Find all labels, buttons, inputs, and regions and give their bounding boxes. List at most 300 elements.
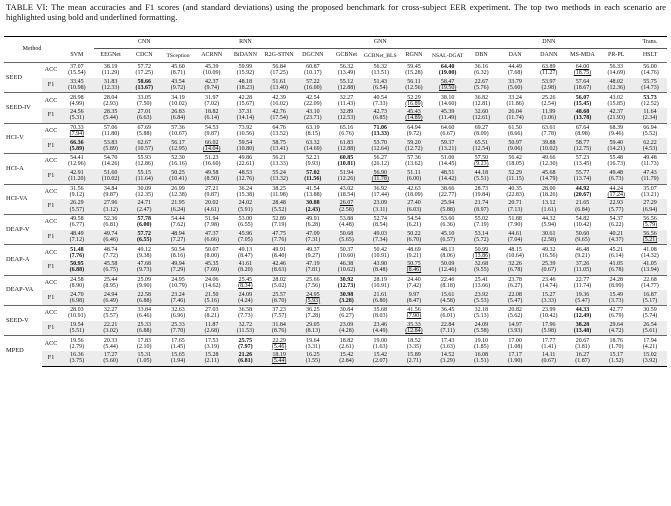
cell-mean: 48.13 (440, 246, 455, 253)
cell-std: (10.56) (236, 131, 255, 138)
cell-std: (3.11) (373, 206, 388, 213)
table-cell (161, 336, 195, 351)
table-row (4, 245, 667, 260)
cell-mean: 25.94 (440, 200, 455, 207)
table-cell (498, 321, 532, 336)
cell-std: (6.00) (406, 176, 422, 183)
cell-std: (7.19) (474, 222, 489, 229)
cell-mean: 44.24 (609, 185, 623, 192)
cell-mean: 14.52 (440, 352, 455, 359)
cell-std: (7.62) (170, 222, 186, 229)
cell-std: (18.26) (540, 191, 558, 198)
table-cell (633, 275, 667, 290)
cell-std: (6.63) (137, 115, 152, 122)
cell-mean: 25.26 (542, 94, 556, 101)
table-cell (633, 184, 667, 199)
cell-mean: 50.60 (575, 230, 590, 237)
cell-std: (1.90) (507, 358, 523, 365)
cell-mean: 49.58 (70, 216, 84, 223)
table-cell (94, 275, 128, 290)
cell-mean: 55.77 (575, 170, 590, 177)
cell-mean: 30.61 (542, 230, 556, 237)
cell-std: (17.25) (135, 70, 154, 77)
cell-std: (3.75) (69, 358, 85, 365)
cell-std: (8.15) (305, 131, 321, 138)
table-cell (330, 123, 364, 138)
cell-std: (10.64) (506, 252, 524, 259)
cell-mean: 11.99 (542, 109, 556, 116)
table-cell (465, 336, 499, 351)
cell-mean: 15.27 (542, 291, 556, 298)
cell-mean: 48.15 (508, 246, 522, 253)
table-cell (60, 138, 94, 153)
cell-std: (6.27) (507, 282, 523, 289)
table-cell (262, 351, 296, 366)
table-cell (599, 184, 633, 199)
cell-mean: 24.56 (70, 109, 84, 116)
table-cell (397, 306, 431, 321)
table-cell (633, 93, 667, 108)
cell-std: (3.31) (305, 343, 321, 350)
cell-std: (5.21) (642, 236, 658, 243)
cell-mean: 51.11 (407, 170, 421, 177)
cell-std: (10.91) (371, 282, 389, 289)
table-cell (431, 306, 465, 321)
cell-mean: 17.96 (542, 321, 556, 328)
table-cell (431, 290, 465, 305)
cell-std: (3.93) (507, 328, 523, 335)
cell-std: (7.11) (440, 328, 455, 335)
cell-mean: 31.97 (204, 94, 219, 101)
table-cell (465, 78, 499, 93)
cell-mean: 17.43 (440, 337, 455, 344)
cell-mean: 43.90 (373, 261, 387, 268)
cell-std: (5.44) (103, 343, 118, 350)
cell-mean: 16.27 (575, 352, 590, 359)
table-cell (397, 78, 431, 93)
table-cell (465, 321, 499, 336)
cell-std: (3.19) (204, 343, 219, 350)
cell-std: (4.49) (372, 328, 388, 335)
cell-std: (1.85) (474, 343, 489, 350)
cell-std: (6.85) (372, 115, 388, 122)
cell-mean: 32.27 (339, 94, 354, 101)
cell-mean: 43.02 (609, 94, 623, 101)
cell-std: (7.90) (406, 313, 422, 320)
cell-mean: 50.42 (373, 246, 387, 253)
table-cell (127, 154, 161, 169)
table-cell (532, 275, 566, 290)
cell-mean: 66.36 (70, 139, 84, 146)
cell-mean: 56.00 (643, 64, 657, 71)
table-cell (296, 275, 330, 290)
table-cell (229, 199, 263, 214)
cell-mean: 58.75 (272, 139, 286, 146)
cell-std: (7.90) (507, 222, 523, 229)
cell-std: (12.38) (169, 191, 187, 198)
cell-mean: 29.05 (306, 321, 320, 328)
cell-mean: 23.46 (373, 321, 387, 328)
cell-mean: 27.29 (643, 200, 657, 207)
cell-mean: 30.88 (306, 200, 320, 207)
cell-std: (6.96) (170, 313, 186, 320)
table-cell (465, 123, 499, 138)
cell-std: (3.02) (103, 328, 118, 335)
cell-std: (12.72) (405, 145, 423, 152)
table-row (4, 123, 667, 138)
table-cell (431, 245, 465, 260)
table-cell (330, 351, 364, 366)
table-cell (465, 169, 499, 184)
metric-label: ACC (42, 184, 60, 199)
cell-mean: 55.48 (609, 155, 623, 162)
cell-mean: 17.27 (103, 352, 118, 359)
table-cell (229, 184, 263, 199)
cell-mean: 32.89 (339, 109, 354, 116)
cell-std: (4.37) (608, 236, 624, 243)
table-cell (161, 93, 195, 108)
cell-std: (12.61) (472, 115, 491, 122)
cell-std: (14.62) (202, 282, 221, 289)
cell-mean: 65.51 (474, 139, 489, 146)
cell-mean: 45.43 (407, 109, 421, 116)
table-cell (296, 138, 330, 153)
cell-mean: 30.59 (643, 307, 657, 314)
cell-mean: 43.02 (339, 185, 354, 192)
cell-mean: 19.00 (373, 337, 387, 344)
cell-std: (13.51) (371, 70, 389, 77)
table-cell (465, 351, 499, 366)
cell-mean: 53.00 (238, 216, 253, 223)
table-cell (330, 214, 364, 229)
table-cell (397, 214, 431, 229)
cell-std: (7.50) (137, 100, 152, 107)
cell-mean: 45.39 (204, 64, 219, 71)
cell-std: (22.83) (506, 191, 524, 198)
cell-mean: 38.28 (575, 321, 590, 328)
cell-std: (7.34) (372, 236, 388, 243)
cell-mean: 24.71 (137, 200, 152, 207)
table-cell (397, 63, 431, 78)
cell-std: (9.72) (406, 131, 422, 138)
cell-std: (8.70) (271, 297, 287, 304)
cell-std: (1.05) (137, 358, 152, 365)
cell-std: (13.62) (405, 161, 423, 168)
table-cell (599, 78, 633, 93)
cell-std: (18.67) (573, 85, 592, 92)
cell-std: (12.88) (337, 85, 356, 92)
cell-mean: 26.83 (171, 109, 185, 116)
cell-mean: 30.92 (339, 276, 354, 283)
table-cell (633, 230, 667, 245)
cell-std: (8.54) (372, 222, 388, 229)
cell-mean: 42.37 (204, 78, 219, 85)
table-cell (599, 93, 633, 108)
table-cell (195, 290, 229, 305)
dataset-label: HCI-V (4, 123, 42, 153)
cell-mean: 51.23 (204, 155, 219, 162)
cell-std: (9.87) (103, 191, 118, 198)
cell-mean: 42.28 (238, 94, 253, 101)
table-cell (330, 93, 364, 108)
cell-std: (2.84) (339, 358, 354, 365)
cell-std: (7.27) (170, 236, 186, 243)
cell-std: (6.22) (608, 222, 624, 229)
cell-std: (6.70) (406, 236, 422, 243)
cell-mean: 48.18 (238, 78, 253, 85)
cell-std: (7.76) (271, 236, 287, 243)
table-cell (60, 184, 94, 199)
cell-std: (16.73) (607, 161, 625, 168)
cell-mean: 36.58 (238, 307, 253, 314)
metric-label: ACC (42, 275, 60, 290)
cell-std: (5.94) (541, 222, 557, 229)
cell-std: (10.60) (337, 252, 356, 259)
cell-std: (7.29) (170, 267, 186, 274)
cell-mean: 37.07 (70, 64, 84, 71)
cell-mean: 38.10 (440, 94, 455, 101)
cell-std: (5.89) (103, 145, 118, 152)
cell-std: (10.91) (371, 252, 389, 259)
table-cell (397, 123, 431, 138)
column-header-6: R2G-STNN (264, 52, 294, 59)
table-cell (127, 199, 161, 214)
cell-mean: 28.98 (70, 94, 84, 101)
table-cell (465, 154, 499, 169)
cell-std: (7.56) (305, 282, 321, 289)
cell-mean: 55.93 (137, 155, 152, 162)
table-row (4, 306, 667, 321)
table-cell (60, 245, 94, 260)
table-cell (195, 230, 229, 245)
cell-mean: 33.84 (137, 307, 152, 314)
cell-std: (2.79) (69, 343, 85, 350)
cell-mean: 42.46 (272, 261, 286, 268)
cell-mean: 9.97 (408, 291, 420, 298)
table-cell (195, 93, 229, 108)
cell-std: (16.89) (405, 100, 423, 107)
table-cell (498, 260, 532, 275)
cell-std: (11.80) (101, 131, 120, 138)
table-cell (566, 199, 600, 214)
cell-mean: 23.92 (474, 291, 489, 298)
cell-std: (1.45) (170, 343, 186, 350)
cell-mean: 56.32 (339, 64, 354, 71)
cell-std: (2.58) (541, 236, 557, 243)
cell-std: (12.54) (472, 145, 491, 152)
cell-mean: 38.66 (440, 185, 455, 192)
cell-std: (19.50) (438, 85, 457, 92)
cell-mean: 57.72 (137, 64, 152, 71)
table-cell (498, 108, 532, 123)
table-cell (498, 154, 532, 169)
cell-mean: 38.19 (103, 64, 118, 71)
cell-mean: 50.95 (70, 261, 84, 268)
table-cell (161, 260, 195, 275)
cell-std: (5.17) (642, 297, 658, 304)
cell-std: (8.06) (440, 252, 455, 259)
cell-mean: 42.76 (272, 109, 286, 116)
cell-mean: 57.64 (575, 78, 590, 85)
table-cell (262, 214, 296, 229)
cell-mean: 41.56 (407, 307, 421, 314)
cell-std: (13.33) (371, 131, 389, 138)
cell-mean: 48.49 (70, 230, 84, 237)
column-header-11: NSAL-DGAT (431, 52, 464, 59)
table-cell (498, 230, 532, 245)
cell-mean: 23.78 (508, 276, 522, 283)
table-row (4, 321, 667, 336)
cell-std: (6.76) (339, 131, 354, 138)
table-cell (633, 78, 667, 93)
cell-std: (9.65) (575, 236, 590, 243)
column-header-12: DBN (475, 52, 488, 59)
cell-mean: 26.99 (171, 185, 185, 192)
table-cell (262, 184, 296, 199)
table-cell (532, 245, 566, 260)
cell-mean: 16.87 (643, 291, 657, 298)
cell-std: (14.69) (607, 70, 625, 77)
cell-mean: 44.92 (575, 185, 590, 192)
cell-mean: 49.03 (373, 230, 387, 237)
table-cell (633, 108, 667, 123)
table-cell (127, 78, 161, 93)
cell-mean: 37.31 (238, 109, 253, 116)
cell-std: (7.68) (507, 70, 523, 77)
cell-std: (0.67) (541, 267, 557, 274)
table-cell (60, 290, 94, 305)
table-cell (532, 306, 566, 321)
cell-std: (1.61) (541, 206, 557, 213)
table-cell (127, 336, 161, 351)
table-cell (229, 336, 263, 351)
cell-std: (13.67) (135, 85, 154, 92)
cell-mean: 33.24 (508, 94, 522, 101)
cell-std: (5.89) (69, 145, 85, 152)
cell-mean: 28.48 (272, 200, 286, 207)
table-cell (330, 290, 364, 305)
cell-mean: 47.37 (204, 230, 219, 237)
cell-std: (5.88) (440, 206, 455, 213)
cell-std: (6.84) (170, 115, 186, 122)
table-cell (431, 321, 465, 336)
cell-std: (6.57) (440, 236, 455, 243)
cell-std: (13.21) (641, 191, 659, 198)
cell-std: (11.20) (68, 176, 86, 183)
cell-std: (5.13) (474, 313, 489, 320)
cell-mean: 42.39 (272, 94, 286, 101)
table-cell (431, 184, 465, 199)
table-cell (229, 260, 263, 275)
cell-std: (10.42) (540, 313, 558, 320)
table-cell (94, 63, 128, 78)
table-cell (195, 78, 229, 93)
table-cell (229, 321, 263, 336)
table-cell (532, 184, 566, 199)
cell-std: (7.72) (103, 252, 118, 259)
cell-mean: 48.94 (171, 230, 185, 237)
cell-mean: 48.02 (609, 78, 623, 85)
cell-mean: 36.25 (306, 307, 320, 314)
table-body (4, 63, 667, 367)
table-cell (431, 169, 465, 184)
cell-std: (9.73) (137, 267, 152, 274)
cell-mean: 49.58 (204, 170, 219, 177)
table-cell (397, 108, 431, 123)
cell-mean: 25.09 (137, 276, 152, 283)
cell-std: (13.78) (573, 115, 592, 122)
cell-std: (14.42) (438, 176, 457, 183)
table-cell (397, 321, 431, 336)
cell-mean: 57.36 (171, 125, 185, 131)
cell-mean: 25.44 (103, 276, 118, 283)
table-cell (363, 184, 397, 199)
table-cell (94, 108, 128, 123)
table-cell (465, 184, 499, 199)
table-cell (229, 108, 263, 123)
cell-std: (7.73) (238, 313, 253, 320)
cell-std: (15.67) (236, 100, 255, 107)
table-cell (532, 214, 566, 229)
table-cell (633, 321, 667, 336)
cell-std: (6.77) (69, 222, 85, 229)
cell-std: (18.09) (405, 191, 423, 198)
cell-mean: 21.50 (204, 291, 219, 298)
cell-mean: 24.94 (103, 291, 118, 298)
cell-std: (14.45) (438, 161, 457, 168)
cell-std: (4.61) (204, 206, 219, 213)
cell-std: (8.48) (372, 267, 388, 274)
cell-mean: 25.75 (238, 337, 253, 344)
header-group-row (4, 37, 667, 49)
cell-mean: 58.66 (137, 78, 152, 85)
cell-std: (7.33) (372, 100, 388, 107)
cell-mean: 50.25 (171, 170, 185, 177)
cell-mean: 41.54 (306, 185, 320, 192)
table-cell (363, 199, 397, 214)
table-row (4, 351, 667, 366)
table-cell (229, 138, 263, 153)
cell-std: (14.89) (405, 115, 423, 122)
table-cell (363, 63, 397, 78)
table-cell (532, 290, 566, 305)
cell-std: (17.44) (371, 191, 389, 198)
cell-mean: 57.78 (137, 216, 152, 223)
table-cell (498, 199, 532, 214)
cell-mean: 63.32 (306, 139, 320, 146)
cell-std: (12.56) (405, 85, 423, 92)
cell-mean: 46.38 (339, 261, 354, 268)
cell-mean: 53.70 (373, 139, 387, 146)
cell-std: (2.11) (204, 358, 219, 365)
cell-mean: 56.33 (609, 64, 623, 71)
cell-mean: 36.16 (474, 64, 489, 71)
table-cell (363, 214, 397, 229)
cell-std: (10.67) (169, 131, 187, 138)
cell-std: (7.57) (271, 313, 287, 320)
cell-std: (16.02) (270, 100, 288, 107)
cell-mean: 22.46 (440, 276, 455, 283)
table-cell (498, 306, 532, 321)
cell-std: (8.40) (271, 252, 287, 259)
cell-std: (2.34) (642, 115, 658, 122)
table-cell (363, 78, 397, 93)
table-cell (566, 321, 600, 336)
cell-mean: 62.22 (643, 139, 657, 146)
table-cell (296, 306, 330, 321)
cell-std: (9.06) (507, 145, 523, 152)
table-cell (195, 138, 229, 153)
